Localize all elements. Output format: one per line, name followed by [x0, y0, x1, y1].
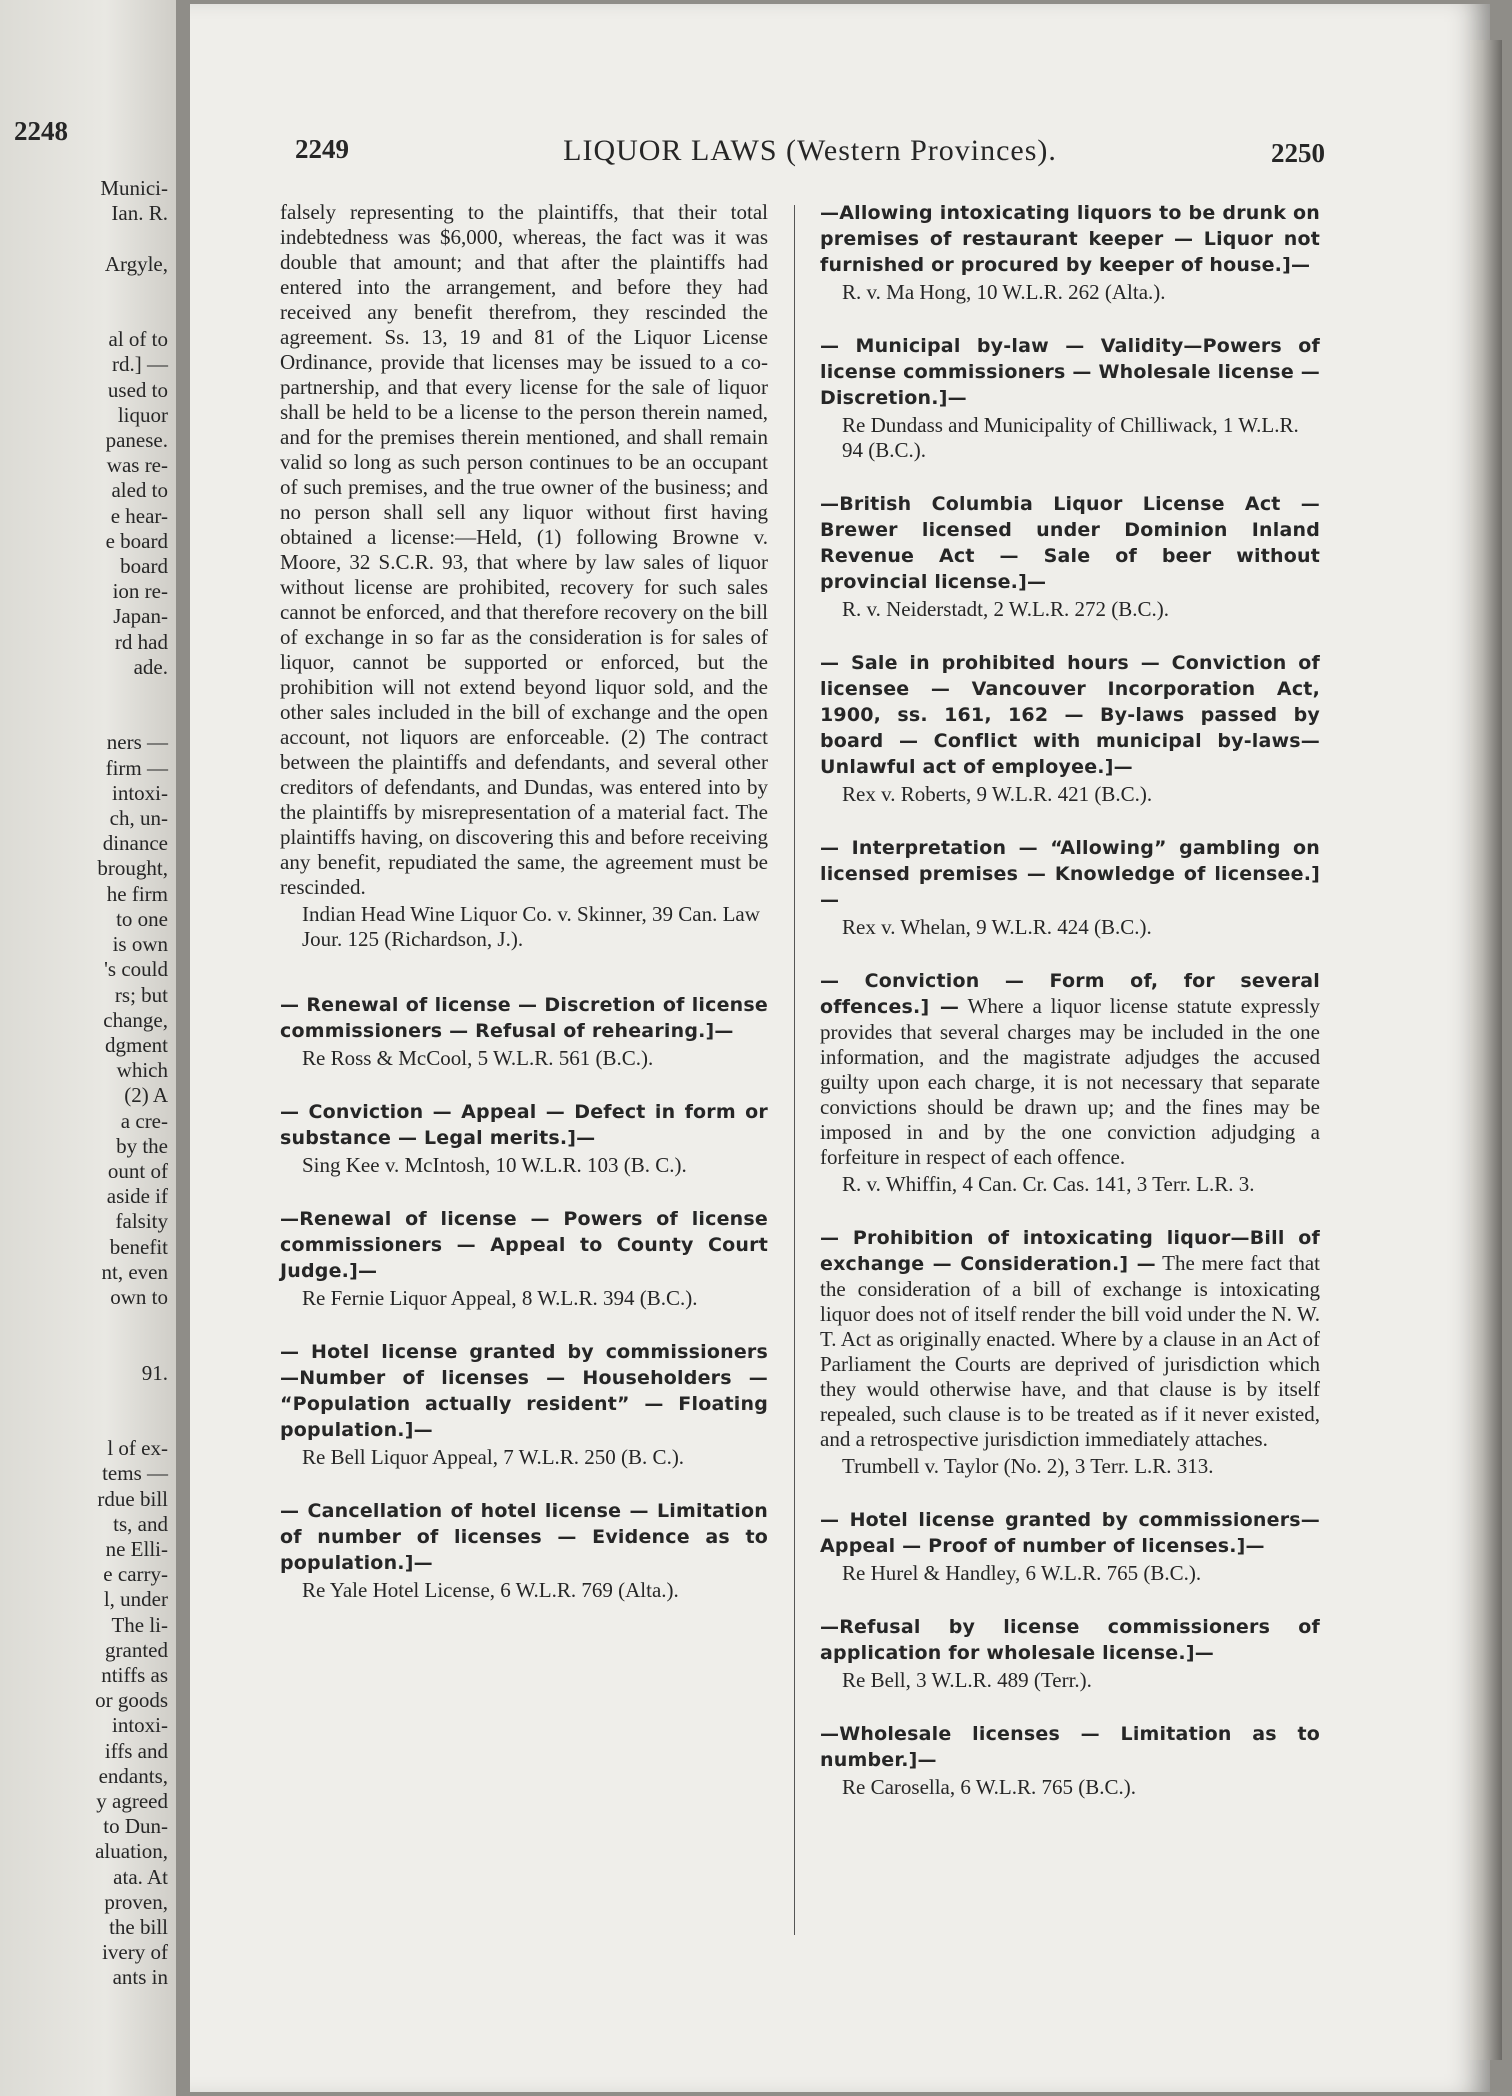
entry-paragraph	[820, 333, 1320, 411]
entry-paragraph	[820, 1614, 1320, 1666]
entry-heading: — Hotel license granted by commissioners— Appeal — Proof of number of licenses.]—	[820, 1509, 1320, 1557]
entry-citation: Rex v. Roberts, 9 W.L.R. 421 (B.C.).	[842, 782, 1153, 806]
digest-entry	[820, 1507, 1320, 1586]
entry-citation: Rex v. Whelan, 9 W.L.R. 424 (B.C.).	[842, 915, 1152, 939]
entry-heading: —Refusal by license commissioners of application for wholesale license.]—	[820, 1616, 1320, 1664]
entry-note: The mere fact that the consideration of a bill of exchange is intoxicating liquor does not of itself render the bill void under the N. W. T. Act as originally enacted. Where by a clause in an Act of Parliament the Courts are deprived of jurisdiction which they would otherwise have, and that clause is by itself repealed, such clause is to be treated as if it never existed, and a retrospective jurisdiction immediately attaches.	[820, 1251, 1321, 1451]
entry-citation: Re Dundass and Municipality of Chilliwack, 1 W.L.R. 94 (B.C.).	[842, 413, 1299, 462]
entry-heading: —Allowing intoxicating liquors to be drunk on premises of restaurant keeper — Liquor not furnished or procured by keeper of house.]—	[820, 202, 1320, 276]
entry-citation: Re Bell, 3 W.L.R. 489 (Terr.).	[842, 1668, 1092, 1692]
entry-note: Where a liquor license statute expressly provides that several charges may be included in the one information, and the magistrate adjudges the accused guilty upon each charge, it is not necessary that separate convictions should be drawn up; and the fines may be imposed in and by the one conviction adjudging a forfeiture in respect of each offence.	[820, 994, 1321, 1169]
running-header	[295, 134, 1325, 174]
entry-citation: Re Carosella, 6 W.L.R. 765 (B.C.).	[842, 1775, 1136, 1799]
digest-entry	[280, 992, 768, 1071]
entry-citation: Re Ross & McCool, 5 W.L.R. 561 (B.C.).	[302, 1046, 654, 1070]
entry-paragraph	[280, 992, 768, 1044]
digest-entry	[820, 333, 1320, 463]
entry-paragraph	[280, 1099, 768, 1151]
entry-citation: Re Fernie Liquor Appeal, 8 W.L.R. 394 (B.C.).	[302, 1286, 698, 1310]
entry-heading: —British Columbia Liquor License Act — Brewer licensed under Dominion Inland Revenue Act — Sale of beer without provincial license.]—	[820, 493, 1320, 593]
entry-paragraph	[820, 1507, 1320, 1559]
continuation-citation: Indian Head Wine Liquor Co. v. Skinner, 39 Can. Law Jour. 125 (Richardson, J.).	[302, 902, 760, 951]
entry-citation: R. v. Neiderstadt, 2 W.L.R. 272 (B.C.).	[842, 597, 1170, 621]
digest-entry	[820, 835, 1320, 940]
entry-heading: — Hotel license granted by commissioners —Number of licenses — Householders — “Population actually resident” — Floating population.]—	[280, 1341, 768, 1441]
entry-heading: — Conviction — Appeal — Defect in form or substance — Legal merits.]—	[280, 1101, 768, 1149]
continuation-text: falsely representing to the plaintiffs, that their total indebtedness was $6,000, whereas, the fact was it was double that amount; and that after the plaintiffs had entered into the arrangement, and before they had received any benefit therefrom, they rescinded the agreement. Ss. 13, 19 and 81 of the Liquor License Ordinance, provide that licenses may be issued to a co-partnership, and that every license for the sale of liquor shall be held to be a license to the person therein named, and for the premises therein mentioned, and shall remain valid so long as such person continues to be an occupant of such premises, and the true owner of the business; and no person shall sell any liquor without first having obtained a license:—Held, (1) following Browne v. Moore, 32 S.C.R. 93, that where by law sales of liquor without license are prohibited, recovery for such sales cannot be enforced, and that therefore recovery on the bill of exchange in so far as the consideration is for sales of liquor, cannot be supported or enforced, but the prohibition will not extend beyond liquor sold, and the other sales included in the bill of exchange and the open account, not liquors are enforceable. (2) The contract between the plaintiffs and defendants, and several other creditors of defendants, and Dundas, was entered into by the plaintiffs by misrepresentation of a material fact. The plaintiffs having, on discovering this and before receiving any benefit, repudiated the same, the agreement must be rescinded.	[280, 200, 768, 899]
left-page-number: 2249	[295, 134, 349, 164]
entry-paragraph	[820, 650, 1320, 780]
digest-entry	[280, 1498, 768, 1603]
entry-heading: —Renewal of license — Powers of license commissioners — Appeal to County Court Judge.]—	[280, 1208, 768, 1282]
digest-entry	[820, 1721, 1320, 1800]
digest-entry	[820, 1614, 1320, 1693]
right-page-number: 2250	[1271, 138, 1325, 168]
entry-heading: — Renewal of license — Discretion of license commissioners — Refusal of rehearing.]—	[280, 994, 768, 1042]
left-entries	[280, 992, 768, 1603]
entry-heading: — Prohibition of intoxicating liquor—Bill of exchange — Consideration.] —	[820, 1227, 1320, 1275]
adjacent-page-fragments: Munici- Ian. R. Argyle, al of to rd.] — used to liquor panese. was re- aled to e hear- e board board ion re- Japan- rd had ade. ners — firm — intoxi- ch, un- dinance brought, he firm to one is own 's could rs; but change, dgment which (2) A a cre- by the ount of aside if falsity benefit nt, even own to 91. l of ex- tems — rdue bill ts, and ne Elli- e carry- l, under The li- granted ntiffs as or goods intoxi- iffs and endants, y agreed to Dun- aluation, ata. At proven, the bill ivery of ants in	[95, 176, 168, 1990]
entry-citation: Re Hurel & Handley, 6 W.L.R. 765 (B.C.).	[842, 1561, 1202, 1585]
entry-paragraph	[820, 491, 1320, 595]
entry-heading: — Municipal by-law — Validity—Powers of license commissioners — Wholesale license — Discretion.]—	[820, 335, 1320, 409]
entry-heading: — Interpretation — “Allowing” gambling on licensed premises — Knowledge of licensee.]—	[820, 837, 1320, 911]
adjacent-page-number: 2248	[14, 116, 68, 146]
right-column	[820, 200, 1320, 1800]
entry-citation: R. v. Whiffin, 4 Can. Cr. Cas. 141, 3 Terr. L.R. 3.	[842, 1172, 1255, 1196]
digest-entry	[280, 1206, 768, 1311]
entry-heading: —Wholesale licenses — Limitation as to number.]—	[820, 1723, 1320, 1771]
entry-paragraph	[820, 200, 1320, 278]
entry-paragraph	[820, 1721, 1320, 1773]
entry-paragraph	[280, 1498, 768, 1576]
entry-heading: — Cancellation of hotel license — Limitation of number of licenses — Evidence as to population.]—	[280, 1500, 768, 1574]
entry-heading: — Conviction — Form of, for several offences.] —	[820, 970, 1320, 1018]
digest-entry	[820, 1225, 1320, 1479]
entry-paragraph	[280, 1339, 768, 1443]
entry-paragraph	[820, 968, 1320, 1170]
entry-paragraph	[820, 1225, 1320, 1452]
entry-citation: Trumbell v. Taylor (No. 2), 3 Terr. L.R. 313.	[842, 1454, 1214, 1478]
page-title: LIQUOR LAWS (Western Provinces).	[563, 134, 1057, 167]
entry-citation: R. v. Ma Hong, 10 W.L.R. 262 (Alta.).	[842, 280, 1166, 304]
entry-paragraph	[820, 835, 1320, 913]
digest-entry	[820, 491, 1320, 622]
entry-heading: — Sale in prohibited hours — Conviction of licensee — Vancouver Incorporation Act, 1900, ss. 161, 162 — By-laws passed by board — Conflict with municipal by-laws— Unlawful act of employee.]—	[820, 652, 1320, 778]
adjacent-page-strip	[0, 0, 176, 2096]
digest-entry	[820, 200, 1320, 305]
entry-citation: Re Bell Liquor Appeal, 7 W.L.R. 250 (B. C.).	[302, 1445, 685, 1469]
entry-citation: Sing Kee v. McIntosh, 10 W.L.R. 103 (B. C.).	[302, 1153, 687, 1177]
right-entries	[820, 200, 1320, 1800]
left-column	[280, 200, 768, 1603]
entry-citation: Re Yale Hotel License, 6 W.L.R. 769 (Alta.).	[302, 1578, 679, 1602]
digest-entry	[820, 650, 1320, 807]
column-divider	[794, 205, 795, 1935]
digest-entry	[280, 1099, 768, 1178]
digest-entry	[280, 1339, 768, 1470]
book-edge	[1470, 40, 1502, 2060]
entry-paragraph	[280, 1206, 768, 1284]
digest-entry	[820, 968, 1320, 1197]
